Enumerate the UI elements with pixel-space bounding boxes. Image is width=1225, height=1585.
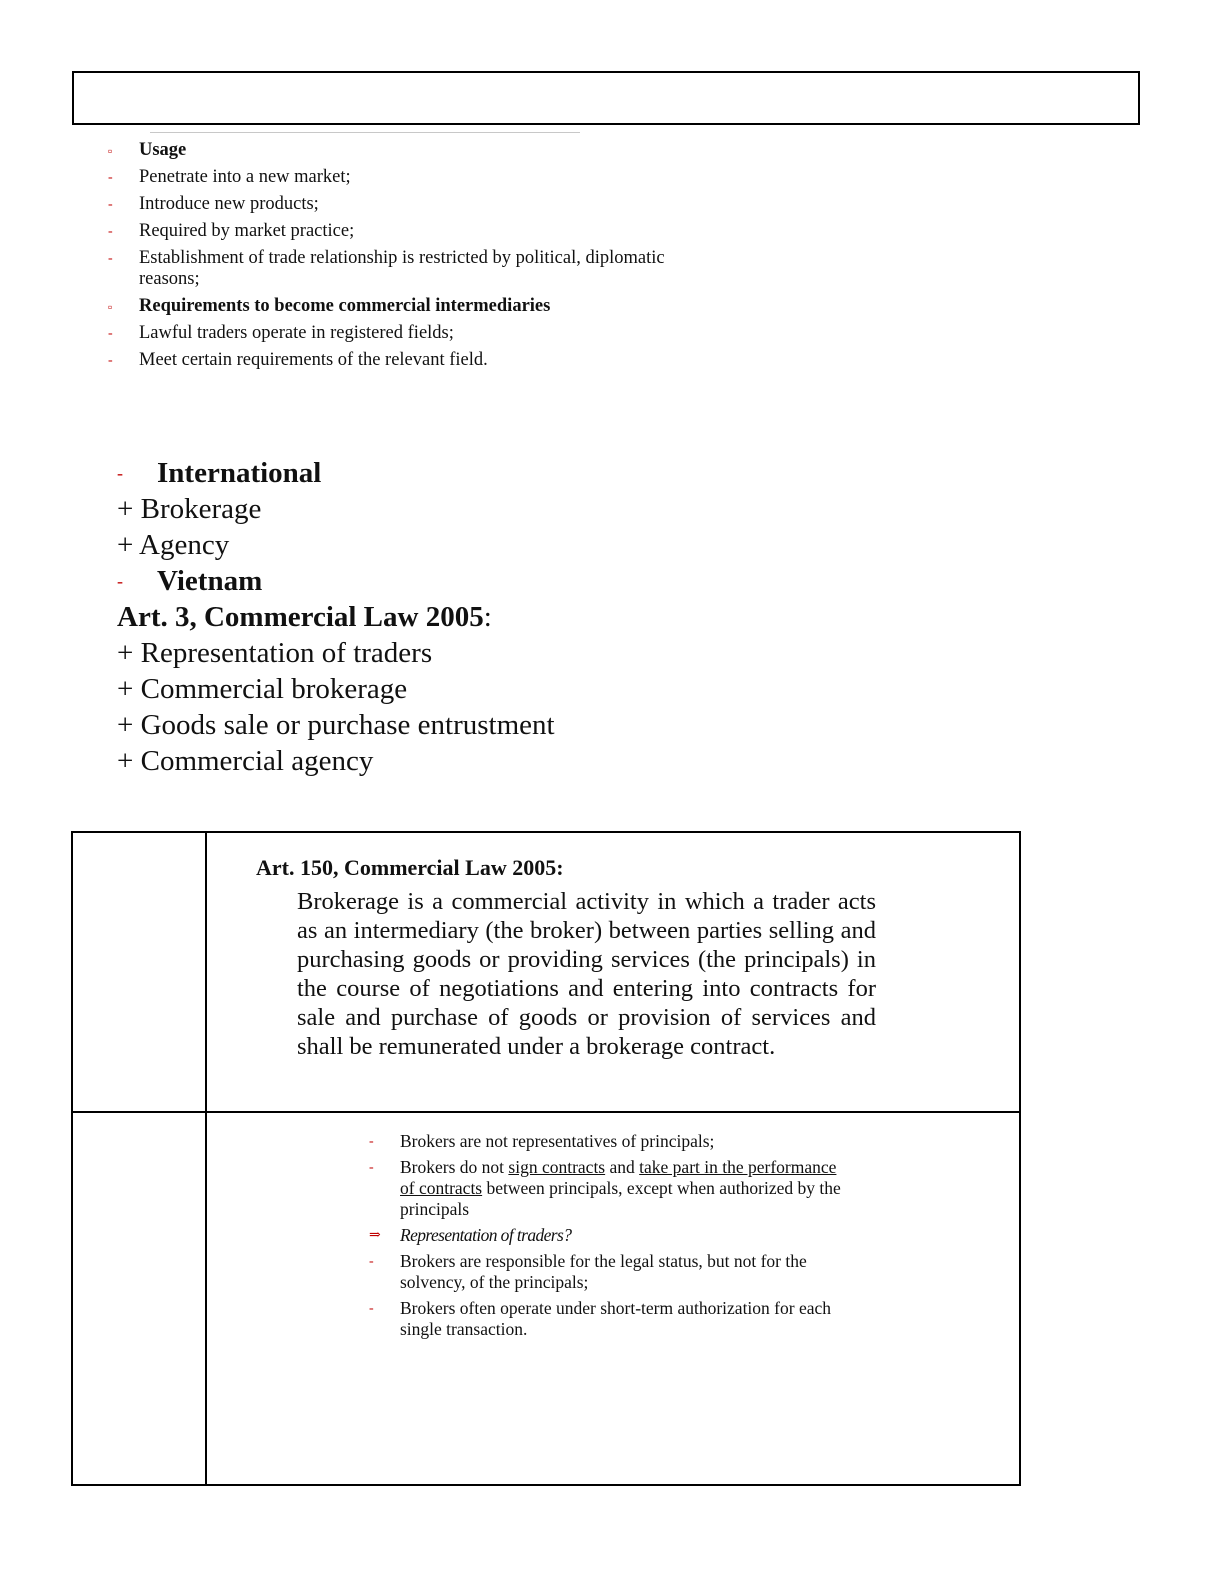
dash-bullet-icon: - (369, 1134, 374, 1149)
list-item (108, 350, 668, 371)
list-item: + Brokerage (117, 493, 262, 525)
law-reference-colon: : (483, 601, 492, 633)
dash-bullet-icon: - (108, 170, 113, 185)
list-item (108, 194, 668, 215)
list-item-text: Establishment of trade relationship is restricted by political, diplomatic reasons; (139, 248, 665, 289)
dash-bullet-icon: - (117, 463, 123, 483)
square-bullet-icon: ▫ (108, 144, 113, 158)
list-item (108, 221, 668, 242)
brokerage-table (71, 831, 1021, 1486)
dash-bullet-icon: - (108, 197, 113, 212)
dash-bullet-icon: - (369, 1254, 374, 1269)
note-item (369, 1157, 849, 1220)
requirements-heading: Requirements to become commercial intermediaries (139, 296, 551, 316)
note-text (400, 1157, 841, 1219)
dash-bullet-icon: - (108, 224, 113, 239)
dash-bullet-icon: - (108, 353, 113, 368)
underlined-term: sign contracts (508, 1157, 606, 1177)
list-item-text: Required by market practice; (139, 221, 355, 241)
dash-bullet-icon: - (369, 1160, 374, 1175)
requirements-heading-row (108, 296, 668, 317)
note-text: Brokers often operate under short-term authorization for each single transaction. (400, 1298, 832, 1339)
dash-bullet-icon: - (117, 571, 123, 591)
note-text: Brokers are not representatives of principals; (400, 1131, 715, 1151)
underlined-term: take part in the performance of contracts (400, 1157, 837, 1198)
list-item-text: Meet certain requirements of the relevant field. (139, 350, 488, 370)
definition-text: Brokerage is a commercial activity in which a trader acts as an intermediary (the broker) between parties selling and purchasing goods or providing services (the principals) in the course of negotiations and entering into contracts for sale and purchase of goods or provision of services and shall be remunerated under a brokerage contract. (297, 888, 876, 1060)
vietnam-heading: Vietnam (157, 565, 263, 597)
square-bullet-icon: ▫ (108, 300, 113, 314)
table-row-divider (73, 1111, 1019, 1113)
law-reference-bold: Art. 3, Commercial Law 2005 (117, 601, 484, 633)
list-item: + Commercial agency (117, 745, 374, 777)
list-item-text: Penetrate into a new market; (139, 167, 351, 187)
note-question: Representation of traders? (400, 1225, 572, 1245)
usage-heading: Usage (139, 140, 187, 160)
list-item: + Agency (117, 529, 230, 561)
note-item (369, 1251, 849, 1293)
list-item (108, 248, 668, 290)
divider-line (150, 132, 580, 133)
list-item: + Representation of traders (117, 637, 433, 669)
dash-bullet-icon: - (108, 326, 113, 341)
international-heading: International (157, 457, 322, 489)
intermediary-types (117, 455, 817, 779)
brokerage-definition-cell (256, 855, 876, 1061)
note-item (369, 1131, 849, 1152)
list-item-text: Lawful traders operate in registered fields; (139, 323, 454, 343)
note-text-part: between principals, except when authorized by the principals (400, 1178, 841, 1219)
list-item-text: Introduce new products; (139, 194, 319, 214)
header-box (72, 71, 1140, 125)
list-item: + Goods sale or purchase entrustment (117, 709, 555, 741)
note-text: Brokers are responsible for the legal status, but not for the solvency, of the principals; (400, 1251, 807, 1292)
usage-heading-row (108, 140, 668, 161)
list-item: + Commercial brokerage (117, 673, 408, 705)
dash-bullet-icon: - (108, 251, 113, 266)
definition-title: Art. 150, Commercial Law 2005: (256, 855, 564, 880)
vietnam-heading-row (117, 563, 817, 599)
usage-list (108, 140, 668, 371)
law-reference (117, 599, 817, 635)
note-item (369, 1225, 849, 1246)
note-text-part: and (605, 1157, 640, 1177)
dash-bullet-icon: - (369, 1301, 374, 1316)
note-item (369, 1298, 849, 1340)
brokerage-notes-cell (369, 1131, 849, 1340)
note-text-part: Brokers do not (400, 1157, 509, 1177)
list-item (108, 323, 668, 344)
arrow-bullet-icon: ⇒ (369, 1228, 381, 1243)
table-column-divider (205, 833, 207, 1484)
international-heading-row (117, 455, 817, 491)
list-item (108, 167, 668, 188)
